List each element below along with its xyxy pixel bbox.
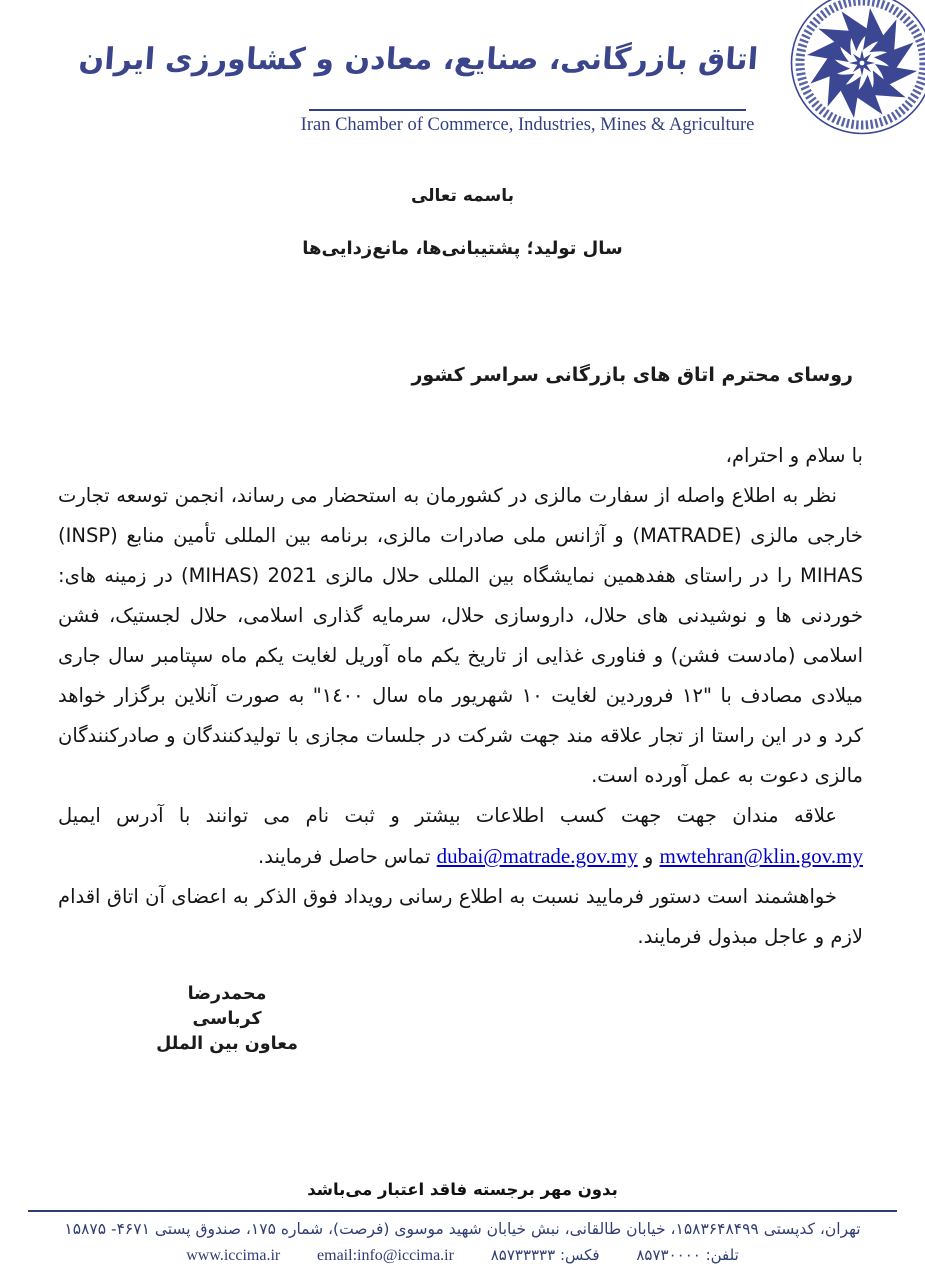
paragraph2-suffix: تماس حاصل فرمایند. bbox=[258, 845, 437, 868]
signature-block bbox=[152, 982, 302, 1057]
salutation-line: با سلام و احترام، bbox=[725, 444, 863, 467]
email-link-mwtehran[interactable]: mwtehran@klin.gov.my bbox=[659, 844, 863, 868]
validity-note: بدون مهر برجسته فاقد اعتبار می‌باشد bbox=[307, 1180, 618, 1199]
body-paragraph-3: خواهشمند است دستور فرمایید نسبت به اطلاع رسانی رویداد فوق الذکر به اعضای آن اتاق اقدام لازم و عاجل مبذول فرمایند. bbox=[58, 885, 863, 948]
chamber-logo-icon bbox=[789, 0, 925, 136]
signature-title: معاون بین الملل bbox=[156, 1034, 298, 1054]
year-slogan-heading: سال تولید؛ پشتیبانی‌ها، مانع‌زدایی‌ها bbox=[302, 238, 623, 259]
header-divider bbox=[309, 109, 746, 111]
phone-number: ۸۵۷۳۰۰۰۰ bbox=[636, 1246, 701, 1264]
fax-number: ۸۵۷۳۳۳۳۳ bbox=[490, 1246, 556, 1264]
conjunction-text: و bbox=[637, 845, 660, 868]
fax-label: فکس: bbox=[555, 1246, 600, 1264]
body-paragraph-1: نظر به اطلاع واصله از سفارت مالزی در کشورمان به استحضار می رساند، انجمن توسعه تجارت خارجی مالزی (MATRADE) و آژانس ملی صادرات مالزی، برنامه بین المللی تأمین منابع ⁦(INSP) MIHAS⁩ را در راستای هفدهمین نمایشگاه بین المللی حلال مالزی 2021 (MIHAS) در زمینه های: خوردنی ها و نوشیدنی های حلال، داروسازی حلال، سرمایه گذاری اسلامی، حلال لجستیک، فشن اسلامی (مادست فشن) و فناوری غذایی از تاریخ یکم ماه آوریل لغایت یکم ماه سپتامبر سال جاری میلادی مصادف با "١٢ فروردین لغایت ١٠ شهریور ماه سال ١٤٠٠" به صورت آنلاین برگزار خواهد کرد و در این راستا از تجار علاقه مند جهت شرکت در جلسات مجازی با تولیدکنندگان و صادرکنندگان مالزی دعوت به عمل آورده است. bbox=[58, 484, 863, 787]
basmala-heading: باسمه تعالی bbox=[410, 186, 515, 206]
phone-label: تلفن: bbox=[700, 1246, 739, 1264]
footer-phone bbox=[636, 1246, 738, 1264]
letter-body bbox=[58, 436, 863, 957]
footer-divider bbox=[28, 1210, 897, 1212]
paragraph2-prefix: علاقه مندان جهت جهت کسب اطلاعات بیشتر و ثبت نام می توانند با آدرس ایمیل bbox=[58, 804, 837, 827]
footer-website[interactable]: www.iccima.ir bbox=[186, 1247, 281, 1264]
footer-contact-line bbox=[0, 1243, 925, 1268]
addressee-line: روسای محترم اتاق های بازرگانی سراسر کشور bbox=[411, 364, 853, 386]
footer-fax bbox=[491, 1246, 600, 1264]
footer-address-line: تهران، کدپستی ۱۵۸۳۶۴۸۴۹۹، خیابان طالقانی، نبش خیابان شهید موسوی (فرصت)، شماره ۱۷۵، صندوق پستی ۴۶۷۱- ۱۵۸۷۵ bbox=[64, 1220, 861, 1238]
footer-email[interactable]: email:info@iccima.ir bbox=[317, 1247, 454, 1264]
body-paragraph-2 bbox=[58, 796, 863, 877]
signature-name: محمدرضا کرباسی bbox=[187, 984, 267, 1029]
email-link-dubai[interactable]: dubai@matrade.gov.my bbox=[436, 844, 638, 868]
org-name-english: Iran Chamber of Commerce, Industries, Mines & Agriculture bbox=[300, 115, 755, 135]
org-name-farsi: اتاق بازرگانی، صنایع، معادن و کشاورزی ایران bbox=[77, 42, 760, 77]
